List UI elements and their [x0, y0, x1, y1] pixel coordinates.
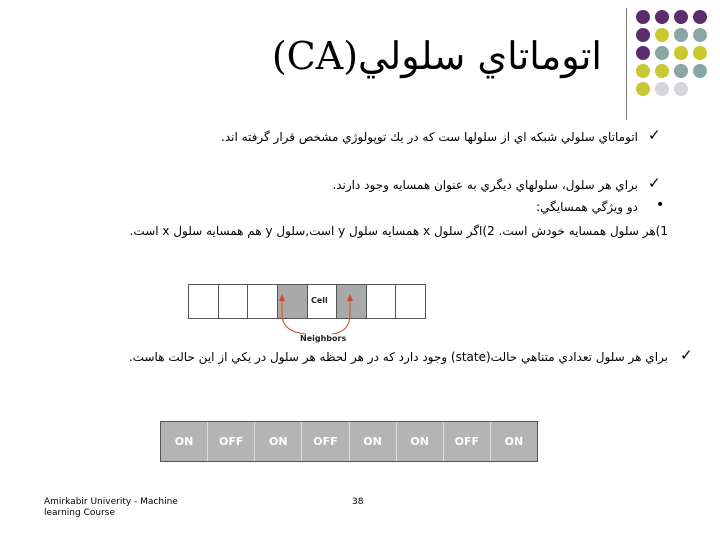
grid-cell — [396, 285, 425, 318]
neighbors-arrows-diagram — [270, 290, 370, 340]
state-cell: ON — [504, 435, 524, 448]
dot — [636, 82, 650, 96]
grid-cell — [189, 285, 219, 318]
footer-text — [44, 497, 178, 519]
dot — [655, 46, 669, 60]
grid-cell — [219, 285, 249, 318]
state-cell: ON — [161, 422, 208, 461]
cell-label: Cell — [311, 296, 328, 305]
dot — [693, 10, 707, 24]
vertical-rule — [626, 8, 627, 120]
arrow-head — [347, 294, 353, 301]
bullet-text: براي هر سلول، سلولهاي ديگري به عنوان همسايه وجود دارند. — [332, 178, 638, 192]
bullet-text: دو ويژگي همسايگي: — [536, 200, 638, 214]
state-cell: ON — [255, 422, 302, 461]
neighbors-label: Neighbors — [300, 334, 347, 343]
dot — [674, 46, 688, 60]
dot-icon: • — [656, 197, 665, 213]
footer-line: learning Course — [44, 508, 115, 518]
grid-cell — [367, 285, 397, 318]
arrow-path — [332, 298, 350, 334]
state-strip-diagram — [160, 421, 538, 462]
state-cell: OFF — [302, 422, 349, 461]
dot — [674, 64, 688, 78]
dot — [655, 64, 669, 78]
dot — [693, 64, 707, 78]
check-icon: ✓ — [648, 174, 661, 192]
dot — [674, 28, 688, 42]
dot — [674, 82, 688, 96]
state-cell: OFF — [208, 422, 255, 461]
state-cell: ON — [397, 422, 444, 461]
dot — [636, 10, 650, 24]
page-number: 38 — [352, 497, 364, 507]
dot — [636, 64, 650, 78]
page-title: اتوماتاي سلولي(CA) — [271, 34, 602, 78]
dot — [674, 10, 688, 24]
dot — [636, 28, 650, 42]
dot — [693, 46, 707, 60]
dot — [655, 82, 669, 96]
state-cell: ON — [350, 422, 397, 461]
check-icon: ✓ — [680, 346, 693, 364]
footer-line: Amirkabir Univerity - Machine — [44, 497, 178, 507]
arrow-head — [279, 294, 285, 301]
bullet-text: براي هر سلول تعدادي متناهي حالت(state) وجود دارد كه در هر لحظه هر سلول در يكي از اين حالت هاست. — [128, 350, 668, 364]
check-icon: ✓ — [648, 126, 661, 144]
arrow-path — [282, 298, 306, 334]
bullet-text: 1)هر سلول همسايه خودش است. 2)اگر سلول x همسايه سلول y است,سلول y هم همسايه سلول x است. — [129, 224, 668, 238]
dot — [655, 10, 669, 24]
bullet-text: اتوماتاي سلولي شبكه اي از سلولها ست كه در يك توپولوژي مشخص قرار گرفته اند. — [221, 130, 638, 144]
dot — [693, 28, 707, 42]
dot — [636, 46, 650, 60]
state-cell: OFF — [444, 422, 491, 461]
dot — [655, 28, 669, 42]
